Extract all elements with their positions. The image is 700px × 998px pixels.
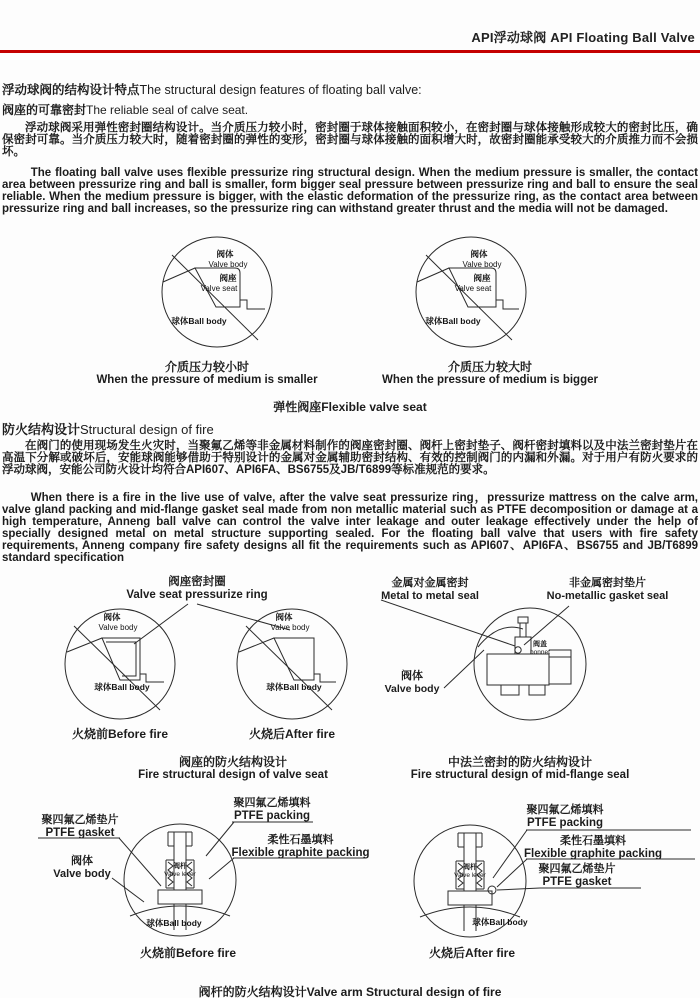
- flange-valve-body-zh: 阀体: [401, 670, 423, 682]
- section-heading-zh: 浮动球阀的结构设计特点: [2, 83, 140, 97]
- caption-seat-before-fire: 火烧前Before fire: [71, 727, 169, 741]
- ball-body-label: 球体Ball body: [94, 682, 150, 692]
- valve-lever-label-en: Valve lever: [164, 871, 196, 878]
- metal-to-metal-seal-label: [375, 577, 485, 602]
- ball-body-label: 球体Ball body: [171, 316, 227, 326]
- flexible-valve-seat-caption: [0, 398, 700, 415]
- caption-fire-design-valve-arm: [0, 983, 700, 998]
- valve-body-label-en: Valve body: [270, 623, 310, 632]
- valve-body-label-en: Valve body: [208, 260, 248, 269]
- flexible-valve-seat-caption-en: Flexible valve seat: [321, 400, 427, 414]
- flange-valve-body-en: Valve body: [384, 682, 440, 695]
- caption-pressure-smaller-en: When the pressure of medium is smaller: [96, 374, 318, 386]
- mid-flange-seal-diagram: [471, 605, 589, 723]
- caption-pressure-smaller: [55, 361, 359, 387]
- caption-fire-design-valve-arm-en: Valve arm Structural design of fire: [306, 985, 502, 998]
- bl-ptfe-gasket-zh: 聚四氟乙烯垫片: [41, 814, 119, 826]
- page-header-title: API浮动球阀 API Floating Ball Valve: [471, 30, 695, 45]
- caption-seat-after-fire: 火烧后After fire: [248, 727, 335, 741]
- bl-graphite-packing-label: [228, 834, 373, 859]
- valve-seat-label-zh: 阀座: [473, 273, 491, 283]
- metal-to-metal-seal-zh: 金属对金属密封: [391, 577, 469, 589]
- bl-ptfe-packing-zh: 聚四氟乙烯填料: [233, 797, 311, 809]
- bl-valve-body-zh: 阀体: [71, 855, 93, 867]
- fire-paragraph-english: When there is a fire in the live use of valve, after the valve seat pressurize ring，pressurize mattress on the calve arm, valve gland packing and mid-flange gasket seal made from non metallic material such as PTFE decomposition or damage at a high temperature, Anneng ball valve can control the valve inter leakage and outer leakage effectively under the help of specially designed metal on metal structure supporting sealed. For the floating ball valve that users with fire safety requirements, Anneng company fire safety designs all fit the requirements such as API607、API6FA、BS6755 and JB/T6899 standard specification: [2, 492, 698, 565]
- seat-after-fire-diagram: [234, 606, 350, 722]
- br-graphite-packing-en: Flexible graphite packing: [523, 847, 663, 860]
- ball-body-label: 球体Ball body: [425, 316, 481, 326]
- bl-ptfe-gasket-label: [25, 814, 135, 839]
- br-graphite-packing-zh: 柔性石墨填料: [560, 835, 626, 847]
- caption-stem-after-fire: 火烧后After fire: [428, 946, 515, 960]
- subsection-heading-reliable-seal: [2, 101, 248, 118]
- br-ptfe-gasket-zh: 聚四氟乙烯垫片: [538, 863, 616, 875]
- caption-fire-design-valve-arm-zh: 阀杆的防火结构设计: [198, 985, 307, 998]
- header-divider-rule: [0, 50, 700, 53]
- br-ptfe-packing-en: PTFE packing: [526, 816, 604, 829]
- br-graphite-packing-label: [523, 835, 663, 860]
- br-ptfe-gasket-en: PTFE gasket: [542, 875, 612, 888]
- bl-ptfe-packing-label: [212, 797, 332, 822]
- caption-pressure-bigger-en: When the pressure of medium is bigger: [382, 374, 598, 386]
- caption-fire-design-valve-seat-en: Fire structural design of valve seat: [138, 769, 328, 781]
- valve-seat-pressurize-ring-en: Valve seat pressurize ring: [126, 588, 268, 601]
- no-metallic-gasket-seal-zh: 非金属密封垫片: [569, 577, 646, 589]
- valve-seat-big-pressure-diagram: [413, 234, 529, 350]
- valve-seat-label-en: Valve seat: [454, 284, 492, 293]
- valve-body-label-en: Valve body: [462, 260, 502, 269]
- br-ptfe-gasket-label: [517, 863, 637, 888]
- bonnet-label-en: bonnet: [530, 649, 550, 656]
- bl-valve-body-label: [42, 855, 122, 880]
- flexible-valve-seat-caption-zh: 弹性阀座: [273, 400, 322, 414]
- valve-seat-pressurize-ring-zh: 阀座密封圈: [168, 576, 226, 588]
- bl-ptfe-gasket-en: PTFE gasket: [45, 826, 115, 839]
- valve-seat-label-zh: 阀座: [219, 273, 237, 283]
- valve-lever-label-zh: 阀杆: [173, 863, 187, 870]
- bl-ptfe-packing-en: PTFE packing: [233, 809, 311, 822]
- metal-to-metal-seal-en: Metal to metal seal: [381, 589, 479, 602]
- flange-valve-body-label: [378, 670, 446, 695]
- valve-seat-small-pressure-diagram: [159, 234, 275, 350]
- intro-paragraph-english: The floating ball valve uses flexible pressurize ring structural design. When the medium pressure is smaller, the contact area between pressurize ring and ball is smaller, form bigger seal pressure between pressurize ring and ball to ensure the seal reliable. When the medium pressure is bigger, with the elastic deformation of the pressurize ring, as the contact area between pressurize ring and ball increases, so the pressurize ring can withstand greater thrust and the media will not be damaged.: [2, 167, 698, 216]
- valve-lever-label-zh: 阀杆: [463, 864, 477, 871]
- br-ptfe-packing-zh: 聚四氟乙烯填料: [526, 804, 604, 816]
- no-metallic-gasket-seal-en: No-metallic gasket seal: [546, 589, 669, 602]
- caption-fire-design-mid-flange-zh: 中法兰密封的防火结构设计: [447, 755, 592, 769]
- intro-paragraph-chinese: 浮动球阀采用弹性密封圈结构设计。当介质压力较小时，密封圈于球体接触面积较小，在密封圈与球体接触形成较大的密封比压，确保密封可靠。当介质压力较大时，随着密封圈的弹性的变形，密封圈与球体接触的面积增大时，故密封圈能承受较大的介质推力而不会损坏。: [2, 122, 698, 159]
- ball-body-label: 球体Ball body: [472, 917, 528, 927]
- ball-body-label: 球体Ball body: [146, 918, 202, 928]
- section-heading-fire-design: [2, 419, 214, 438]
- caption-fire-design-valve-seat-zh: 阀座的防火结构设计: [178, 755, 287, 769]
- section-heading-structural-design: [2, 80, 422, 98]
- section-heading-en: The structural design features of floating ball valve:: [139, 83, 422, 97]
- valve-body-label-zh: 阀体: [216, 249, 234, 259]
- fire-heading-zh: 防火结构设计: [2, 422, 81, 437]
- bonnet-label-zh: 阀盖: [533, 641, 547, 648]
- caption-stem-before-fire: 火烧前Before fire: [139, 946, 237, 960]
- valve-seat-label-en: Valve seat: [200, 284, 238, 293]
- subsection-heading-en: The reliable seal of calve seat.: [86, 103, 249, 117]
- valve-body-label-zh: 阀体: [103, 612, 121, 622]
- seat-before-fire-diagram: [62, 606, 178, 722]
- caption-fire-design-mid-flange-en: Fire structural design of mid-flange seal: [410, 769, 630, 781]
- fire-paragraph-chinese: 在阀门的使用现场发生火灾时，当聚氟乙烯等非金属材料制作的阀座密封圈、阀杆上密封垫子、阀杆密封填料以及中法兰密封垫片在高温下分解或破坏后，安能球阀能够借助于特别设计的金属对金属辅助密封结构、有效的控制阀门的内漏和外漏。对于用户有防火要求的浮动球阀，安能公司防火设计均符合API607、API6FA、BS6755及JB/T6899等标准规范的要求。: [2, 440, 698, 477]
- no-metallic-gasket-seal-label: [535, 577, 680, 602]
- valve-seat-pressurize-ring-label: [92, 576, 302, 601]
- valve-lever-label-en: Valve lever: [454, 872, 486, 879]
- subsection-heading-zh: 阀座的可靠密封: [2, 103, 87, 117]
- ball-body-label: 球体Ball body: [266, 682, 322, 692]
- fire-heading-en: Structural design of fire: [80, 422, 214, 437]
- bl-graphite-packing-en: Flexible graphite packing: [231, 846, 370, 859]
- caption-fire-design-valve-seat: [83, 756, 383, 782]
- caption-pressure-bigger: [340, 361, 640, 387]
- valve-body-label-zh: 阀体: [275, 612, 293, 622]
- bl-valve-body-en: Valve body: [53, 867, 111, 880]
- stem-before-fire-diagram: [122, 822, 238, 938]
- valve-body-label-en: Valve body: [98, 623, 138, 632]
- stem-after-fire-diagram: [412, 823, 528, 939]
- caption-pressure-smaller-zh: 介质压力较小时: [164, 360, 249, 374]
- bl-graphite-packing-zh: 柔性石墨填料: [267, 834, 334, 846]
- caption-fire-design-mid-flange: [370, 756, 670, 782]
- caption-pressure-bigger-zh: 介质压力较大时: [447, 360, 532, 374]
- valve-body-label-zh: 阀体: [470, 249, 488, 259]
